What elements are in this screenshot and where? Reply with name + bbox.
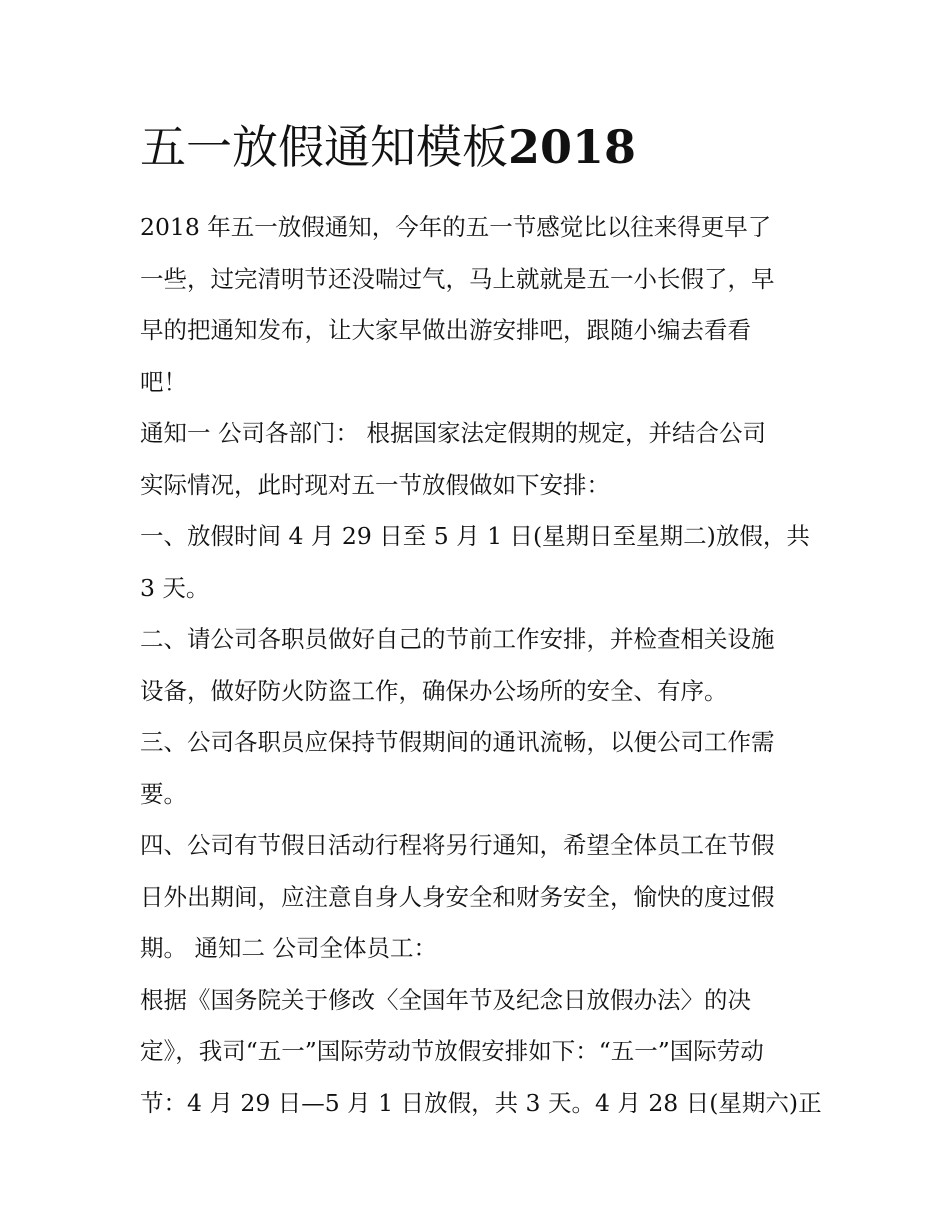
text-line: 通知一 公司各部门： 根据国家法定假期的规定，并结合公司	[140, 419, 766, 447]
text-line: 2018 年五一放假通知，今年的五一节感觉比以往来得更早了	[140, 213, 772, 241]
text-line: 实际情况，此时现对五一节放假做如下安排：	[140, 470, 610, 499]
text-line: 期。 通知二 公司全体员工：	[140, 934, 437, 962]
text-line: 三、公司各职员应保持节假期间的通讯流畅，以便公司工作需	[140, 728, 775, 756]
text-line: 早的把通知发布，让大家早做出游安排吧，跟随小编去看看	[140, 316, 751, 344]
text-line: 节：4 月 29 日—5 月 1 日放假，共 3 天。4 月 28 日(星期六)正	[140, 1088, 822, 1117]
text-line: 二、请公司各职员做好自己的节前工作安排，并检查相关设施	[140, 625, 775, 653]
text-line: 要。	[140, 779, 187, 808]
title-year: 2018	[508, 120, 637, 174]
text-line: 日外出期间，应注意自身人身安全和财务安全，愉快的度过假	[140, 882, 775, 911]
text-line: 一、放假时间 4 月 29 日至 5 月 1 日(星期日至星期二)放假，共	[140, 522, 810, 550]
document-body	[140, 202, 820, 1129]
text-line: 吧！	[140, 367, 187, 396]
text-line: 一些，过完清明节还没喘过气，马上就就是五一小长假了，早	[140, 264, 775, 293]
text-line: 设备，做好防火防盗工作，确保办公场所的安全、有序。	[140, 676, 728, 705]
document-title	[140, 118, 636, 176]
title-main: 五一放假通知模板	[140, 120, 508, 174]
text-line: 根据《国务院关于修改〈全国年节及纪念日放假办法〉的决	[140, 985, 751, 1014]
text-line: 3 天。	[140, 573, 210, 602]
text-line: 定》，我司“五一”国际劳动节放假安排如下：“五一”国际劳动	[140, 1037, 764, 1065]
text-line: 四、公司有节假日活动行程将另行通知，希望全体员工在节假	[140, 831, 775, 859]
